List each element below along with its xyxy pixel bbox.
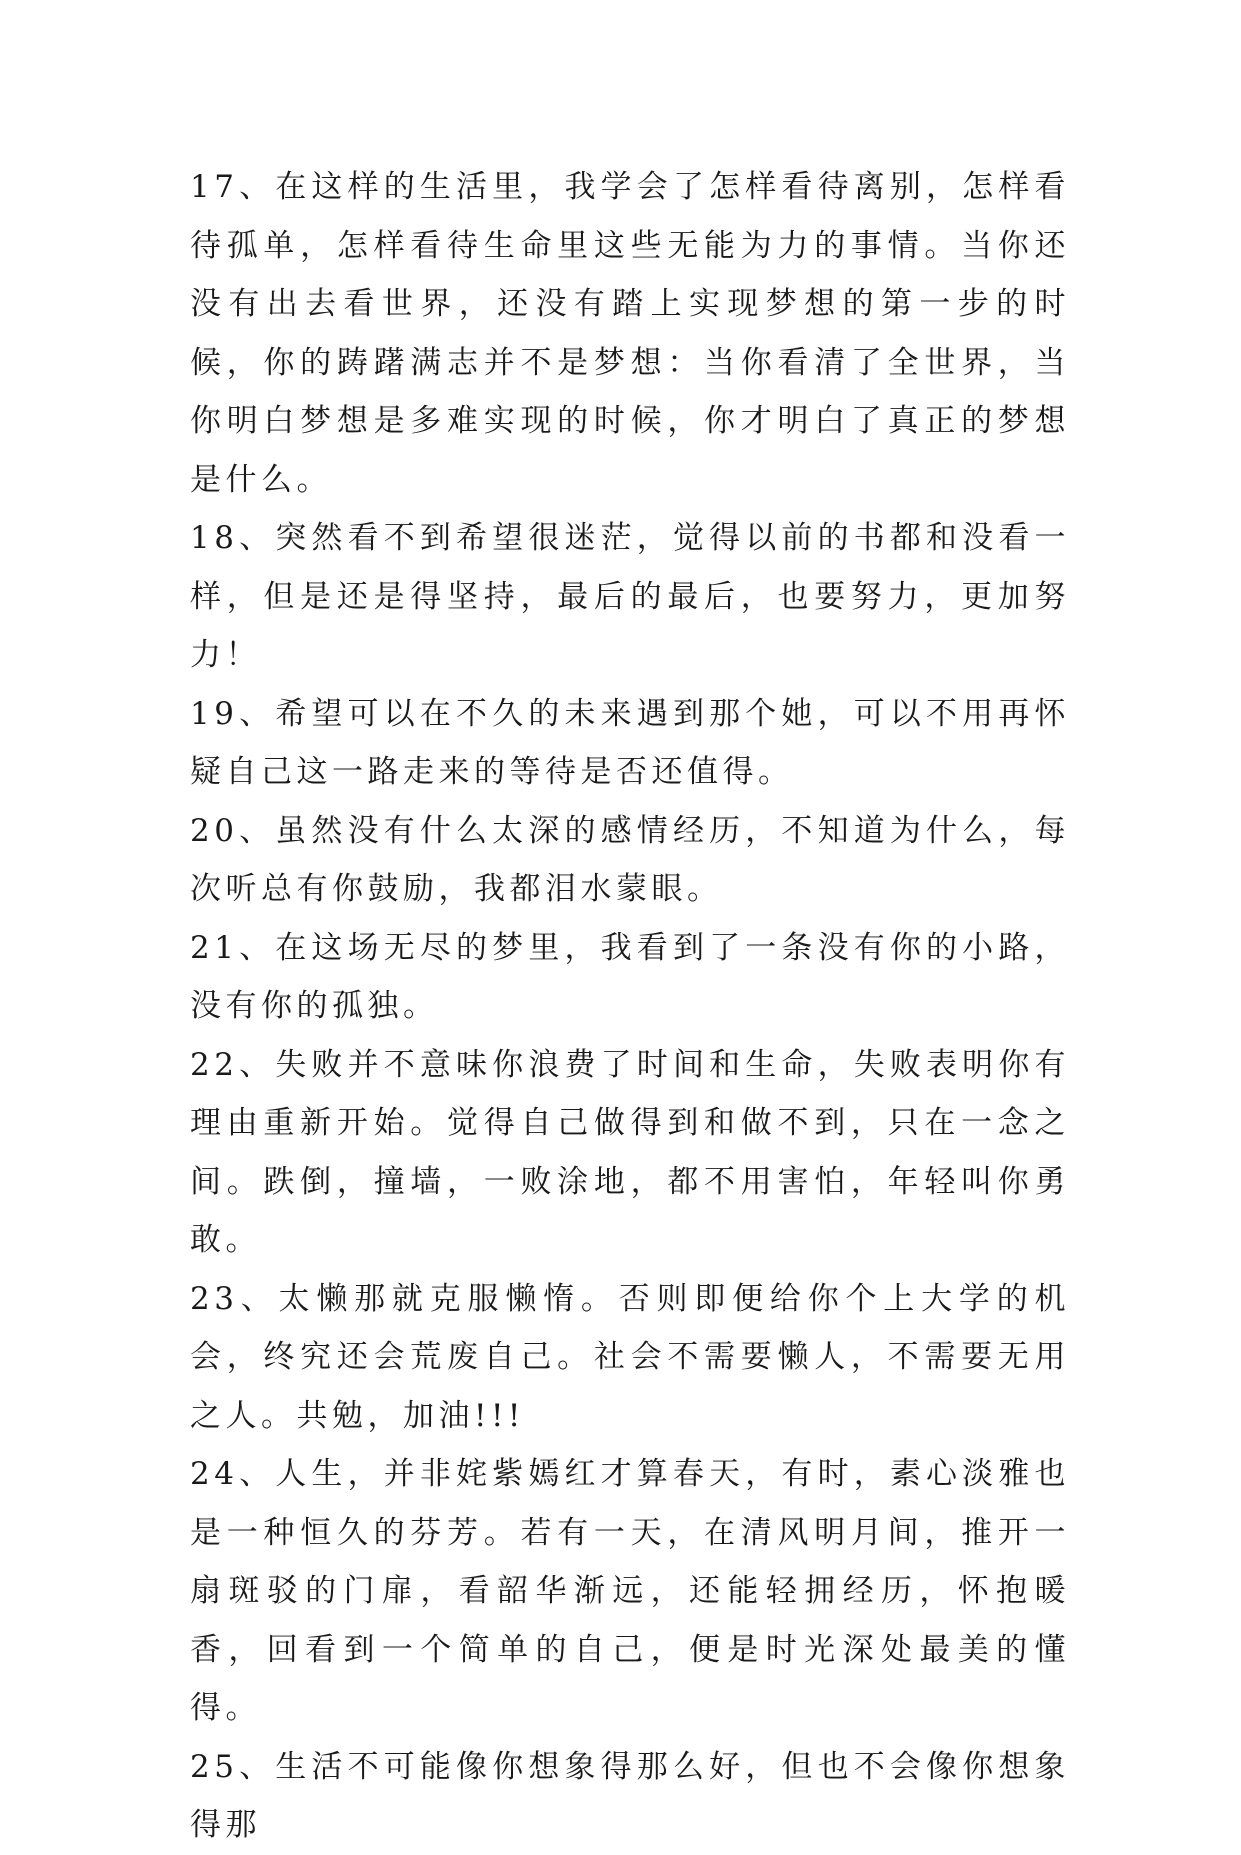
paragraph-22: 22、失败并不意味你浪费了时间和生命，失败表明你有理由重新开始。觉得自己做得到和做不到，只在一念之间。跌倒，撞墙，一败涂地，都不用害怕，年轻叫你勇敢。 bbox=[190, 1046, 1070, 1258]
paragraph-18: 18、突然看不到希望很迷茫，觉得以前的书都和没看一样，但是还是得坚持，最后的最后，也要努力，更加努力！ bbox=[190, 520, 1070, 673]
paragraph-21: 21、在这场无尽的梦里，我看到了一条没有你的小路，没有你的孤独。 bbox=[190, 929, 1070, 1024]
paragraph-23: 23、太懒那就克服懒惰。否则即便给你个上大学的机会，终究还会荒废自己。社会不需要懒人，不需要无用之人。共勉，加油!!! bbox=[190, 1280, 1070, 1434]
paragraph-19: 19、希望可以在不久的未来遇到那个她，可以不用再怀疑自己这一路走来的等待是否还值得。 bbox=[190, 695, 1070, 790]
paragraph-17: 17、在这样的生活里，我学会了怎样看待离别，怎样看待孤单，怎样看待生命里这些无能为力的事情。当你还没有出去看世界，还没有踏上实现梦想的第一步的时候，你的踌躇满志并不是梦想：当你看清了全世界，当你明白梦想是多难实现的时候，你才明白了真正的梦想是什么。 bbox=[190, 169, 1070, 498]
paragraph-24: 24、人生，并非姹紫嫣红才算春天，有时，素心淡雅也是一种恒久的芬芳。若有一天，在清风明月间，推开一扇斑驳的门扉，看韶华渐远，还能轻拥经历，怀抱暖香，回看到一个简单的自己，便是时光深处最美的懂得。 bbox=[190, 1456, 1070, 1726]
paragraph-20: 20、虽然没有什么太深的感情经历，不知道为什么，每次听总有你鼓励，我都泪水蒙眼。 bbox=[190, 812, 1070, 907]
paragraph-25: 25、生活不可能像你想象得那么好，但也不会像你想象得那 bbox=[190, 1748, 1070, 1843]
document-body bbox=[190, 158, 1070, 1855]
